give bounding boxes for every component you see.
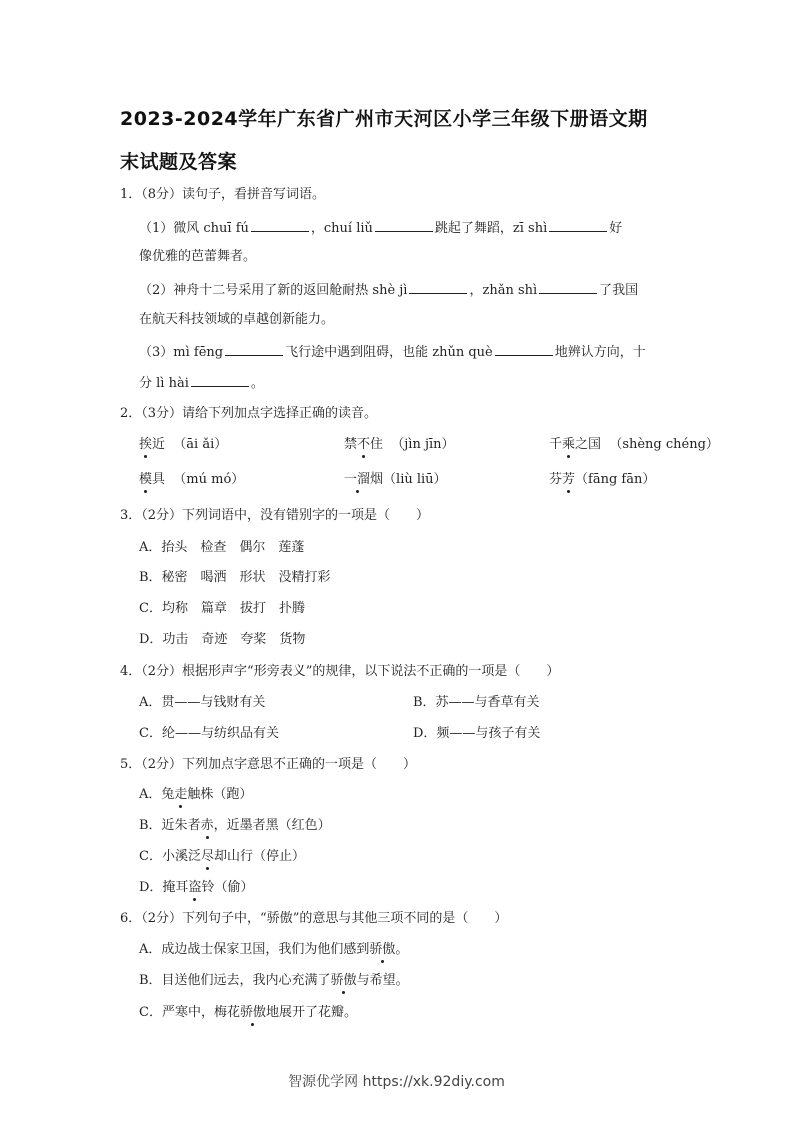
- question-6-stem: 6．（2分）下列句子中，“骄傲”的意思与其他三项不同的是（ ）: [120, 911, 508, 926]
- answer-blank[interactable]: [225, 342, 283, 356]
- question-1-sentence-3-cont: 分 lì hài 。: [139, 373, 264, 393]
- q6-option-a[interactable]: A．成边战士保家卫国，我们为他们感到骄傲。: [139, 942, 409, 957]
- q3-option-d[interactable]: D．功击 奇迹 夸桨 货物: [139, 632, 306, 647]
- question-1-sentence-1-cont: 像优雅的芭蕾舞者。: [139, 249, 257, 264]
- q6-option-c[interactable]: C．严寒中，梅花骄傲地展开了花瓣。: [139, 1005, 357, 1020]
- question-1-sentence-2-cont: 在航天科技领域的卓越创新能力。: [139, 312, 335, 327]
- answer-blank[interactable]: [549, 218, 607, 232]
- question-4-stem: 4．（2分）根据形声字“形旁表义”的规律，以下说法不正确的一项是（ ）: [120, 664, 560, 679]
- q5-option-a[interactable]: A．兔走触株（跑）: [139, 787, 253, 802]
- question-2-stem: 2．（3分）请给下列加点字选择正确的读音。: [120, 406, 378, 421]
- answer-blank[interactable]: [409, 280, 467, 294]
- question-1-sentence-3: （3）mì fēng 飞行途中遇到阻碍，也能 zhǔn què 地辨认方向，十: [139, 342, 646, 362]
- q2-item-4: 模具 （mú mó）: [139, 472, 245, 487]
- q4-option-c[interactable]: C．纶——与纺织品有关: [139, 726, 279, 741]
- q3-option-b[interactable]: B．秘密 喝洒 形状 没精打彩: [139, 570, 331, 585]
- q2-item-6: 芬芳（fāng fān）: [549, 472, 656, 487]
- q2-item-3: 千乘之国 （shèng chéng）: [549, 437, 719, 452]
- question-3-stem: 3．（2分）下列词语中，没有错别字的一项是（ ）: [120, 508, 430, 523]
- q4-option-d[interactable]: D．频——与孩子有关: [413, 726, 541, 741]
- q2-item-2: 禁不住 （jìn jīn）: [344, 437, 455, 452]
- question-1-sentence-1: （1）微风 chuī fú ，chuí liǔ 跳起了舞蹈，zī shì 好: [139, 218, 622, 238]
- answer-blank[interactable]: [495, 342, 553, 356]
- document-title-line-1: 2023-2024学年广东省广州市天河区小学三年级下册语文期: [120, 108, 648, 130]
- answer-blank[interactable]: [251, 218, 309, 232]
- answer-blank[interactable]: [375, 218, 433, 232]
- answer-blank[interactable]: [539, 280, 597, 294]
- answer-blank[interactable]: [191, 373, 249, 387]
- q5-option-d[interactable]: D．掩耳盗铃（偷）: [139, 880, 254, 895]
- document-title-line-2: 末试题及答案: [120, 151, 238, 173]
- q4-option-a[interactable]: A．贯——与钱财有关: [139, 695, 266, 710]
- q2-item-1: 挨近 （āi ǎi）: [139, 437, 228, 452]
- question-5-stem: 5．（2分）下列加点字意思不正确的一项是（ ）: [120, 757, 417, 772]
- q6-option-b[interactable]: B．目送他们远去，我内心充满了骄傲与希望。: [139, 973, 409, 988]
- q4-option-b[interactable]: B．苏——与香草有关: [413, 695, 540, 710]
- q5-option-b[interactable]: B．近朱者赤，近墨者黑（红色）: [139, 818, 331, 833]
- question-1-stem: 1．（8分）读句子，看拼音写词语。: [120, 187, 326, 202]
- q5-option-c[interactable]: C．小溪泛尽却山行（停止）: [139, 849, 305, 864]
- q3-option-a[interactable]: A．抬头 检查 偶尔 莲蓬: [139, 540, 305, 555]
- q2-item-5: 一溜烟（liù liū）: [344, 472, 447, 487]
- footer-watermark: 智源优学网 https://xk.92diy.com: [288, 1074, 505, 1090]
- q3-option-c[interactable]: C．均称 篇章 拔打 扑腾: [139, 601, 305, 616]
- question-1-sentence-2: （2）神舟十二号采用了新的返回舱耐热 shè jì ，zhǎn shì 了我国: [139, 280, 638, 300]
